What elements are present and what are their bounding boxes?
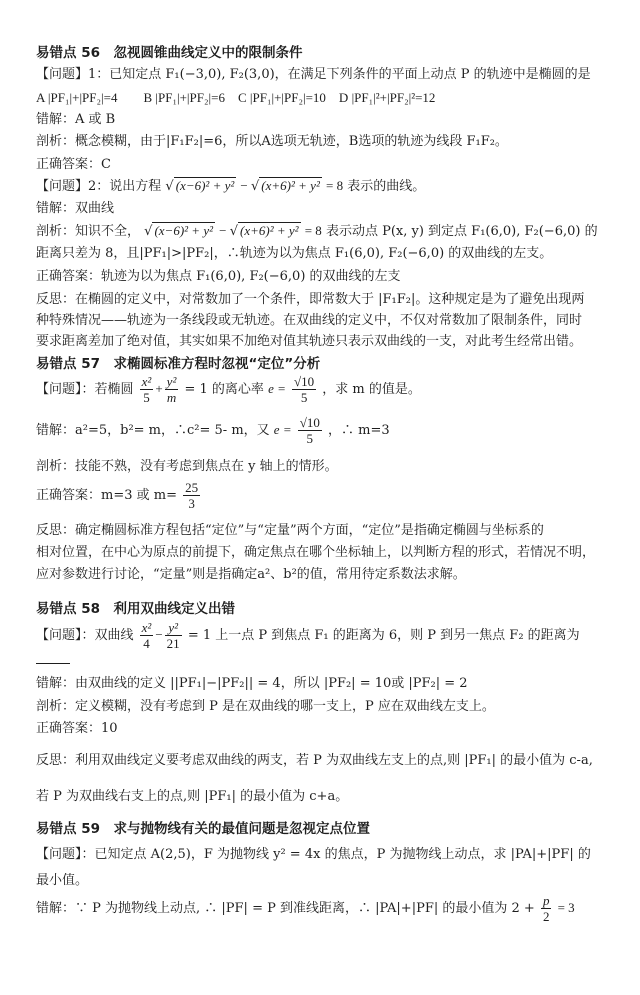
s56-q2-wrong-answer: 错解：双曲线 [36,201,115,216]
s57-fraction-e: $\frac{√10}{5}$ [294,374,315,405]
s56-q1-correct-answer: 正确答案：C [36,157,111,172]
s58-reflection-line-2: 若 P 为双曲线右支上的点,则 |PF₁| 的最小值为 c+a。 [36,789,349,804]
s56-q2-analysis-pre: 剖析：知识不全， [36,224,141,239]
s58-question: 【问题】：双曲线 $\frac{\text{x²}}{4}$ − $\frac{\text{y²}}{21}$ = 1 上一点 P 到焦点 F₁ 的距离为 6，则 P 到另一焦点 F₂ 的距离为 [36,620,580,651]
s56-q2-correct-answer: 正确答案：轨迹为以为焦点 F₁(6,0), F₂(−6,0) 的双曲线的左支 [36,269,401,284]
s56-reflection-line-2: 种特殊情况——轨迹为一条线段或无轨迹。在双曲线的定义中，不仅对常数加了限制条件，同时 [36,313,583,328]
s57-wrong-answer [36,413,620,448]
s59-wrong-pre: 错解：∵ P 为抛物线上动点, ∴ |PF| = P 到准线距离，∴ |PA|+|PF| 的最小值为 2 + [36,901,535,916]
s56-q2-analysis-sqrt-a: (x−6)² + y² [154,223,213,238]
s58-wrong-answer: 错解：由双曲线的定义 ||PF₁|−|PF₂|| = 4，所以 |PF₂| = 10或 |PF₂| = 2 [36,676,468,691]
sqrt-icon: √ [251,179,260,194]
s59-wrong-fraction: $\frac{p}{2}$ [542,893,550,924]
s58-fraction-x: $\frac{\text{x²}}{4}$ [141,620,152,651]
s56-q2-analysis-rhs: = 8 [304,223,322,238]
s56-q2-sqrt-a: (x−6)² + y² [175,178,235,193]
s56-question-2: 【问题】2：说出方程 √ (x−6)² + y² − √ (x+6)² + y² = 8 表示的曲线。 [36,178,426,194]
s58-fraction-y: $\frac{\text{y²}}{21}$ [166,620,180,651]
s59-question-line-2: 最小值。 [36,873,89,888]
s57-fraction-y: $\frac{\text{y²}}{m}$ [166,374,177,405]
s56-reflection-line-3: 要求距离差加了绝对值，其实如果不加绝对值其轨迹只表示双曲线的一支，对此考生经常出错。 [36,334,583,349]
s56-q1-analysis: 剖析：概念模糊，由于|F₁F₂|=6，所以A选项无轨迹，B选项的轨迹为线段 F₁F₂。 [36,134,508,149]
sqrt-icon: √ [229,224,239,239]
s59-wrong-post: = 3 [557,900,575,915]
s57-wrong-post: ，∴ m=3 [328,423,390,438]
s56-q1-wrong-answer: 错解：A 或 B [36,112,116,127]
section-56-title: 易错点 56 忽视圆锥曲线定义中的限制条件 [36,45,303,61]
section-59-title: 易错点 59 求与抛物线有关的最值问题是忽视定点位置 [36,821,370,837]
s57-wrong-fraction-e: $\frac{√10}{5}$ [299,415,320,446]
s57-e-label: e = [268,381,286,396]
s57-reflection-line-1: 反思：确定椭圆标准方程包括“定位”与“定量”两个方面，“定位”是指确定椭圆与坐标系的 [36,523,544,538]
s57-question-pre: 【问题】：若椭圆 [36,382,134,397]
s59-question-line-1: 【问题】：已知定点 A(2,5)，F 为抛物线 y² = 4x 的焦点，P 为抛物线上动点，求 |PA|+|PF| 的 [36,847,591,862]
s57-fraction-x: $\frac{\text{x²}}{5}$ [141,374,152,405]
sqrt-icon: √ [144,224,153,239]
section-57-title: 易错点 57 求椭圆标准方程时忽视“定位”分析 [36,356,321,372]
s56-q2-analysis-sqrt-b: (x+6)² + y² [240,223,299,238]
s57-correct-answer [36,478,620,514]
s57-reflection-line-3: 应对参数进行讨论，“定量”则是指确定a²、b²的值，常用待定系数法求解。 [36,567,466,582]
s58-answer-blank [36,652,620,670]
s57-answer-fraction: $\frac{25}{3}$ [185,480,199,511]
s56-q2-sqrt-b: (x+6)² + y² [261,178,320,193]
s58-question-post: = 1 上一点 P 到焦点 F₁ 的距离为 6，则 P 到另一焦点 F₂ 的距离为 [187,628,580,643]
s57-question-post: ，求 m 的值是。 [322,382,421,397]
s56-question-1-options: A |PF₁|+|PF₂|=4 B |PF₁|+|PF₂|=6 C |PF₁|+|PF₂|=10 D |PF₁|²+|PF₂|²=12 [36,90,436,105]
s58-question-pre: 【问题】：双曲线 [36,628,134,643]
s58-analysis: 剖析：定义模糊，没有考虑到 P 是在双曲线的哪一支上，P 应在双曲线左支上。 [36,699,495,714]
s57-wrong-e-label: e = [273,422,292,437]
s56-q2-analysis: 剖析：知识不全， √ (x−6)² + y² − √ (x+6)² + y² = 8 表示动点 P(x, y) 到定点 F₁(6,0), F₂(−6,0) 的 [36,223,598,239]
s59-wrong-answer [36,888,620,929]
s57-question-mid: = 1 的离心率 [184,382,264,397]
s56-q2-analysis-line-2: 距离只差为 8，且|PF₁|>|PF₂|，∴轨迹为以为焦点 F₁(6,0), F₂(−6,0) 的双曲线的左支。 [36,246,553,261]
section-58-title: 易错点 58 利用双曲线定义出错 [36,601,235,617]
s56-reflection-line-1: 反思：在椭圆的定义中，对常数加了一个条件，即常数大于 |F₁F₂|。这种规定是为了避免出现两 [36,292,585,307]
s57-answer-pre: 正确答案：m=3 或 m= [36,488,177,503]
s56-q2-prefix: 【问题】2：说出方程 [36,179,162,194]
s57-reflection-line-2: 相对位置，在中心为原点的前提下，确定焦点在哪个坐标轴上，以判断方程的形式，若情况不明， [36,545,596,560]
s57-analysis: 剖析：技能不熟，没有考虑到焦点在 y 轴上的情形。 [36,459,338,474]
s58-correct-answer: 正确答案：10 [36,721,118,736]
s56-q2-suffix: 表示的曲线。 [347,179,426,194]
s57-question: 【问题】：若椭圆 $\frac{\text{x²}}{5}$ + $\frac{\text{y²}}{m}$ = 1 的离心率 e = $\frac{√10}{5}$ ，求 m 的值是。 [36,374,421,405]
sqrt-icon: √ [165,179,174,194]
s56-q2-analysis-post: 表示动点 P(x, y) 到定点 F₁(6,0), F₂(−6,0) 的 [325,224,598,239]
s58-reflection-line-1: 反思：利用双曲线定义要考虑双曲线的两支，若 P 为双曲线左支上的点,则 |PF₁| 的最小值为 c-a, [36,753,593,768]
s56-question-1: 【问题】1：已知定点 F₁(−3,0), F₂(3,0)，在满足下列条件的平面上动点 P 的轨迹中是椭圆的是 [36,67,591,82]
s57-wrong-pre: 错解：a²=5，b²= m，∴c²= 5- m，又 [36,423,270,438]
s56-q2-eq-rhs: = 8 [325,178,344,193]
